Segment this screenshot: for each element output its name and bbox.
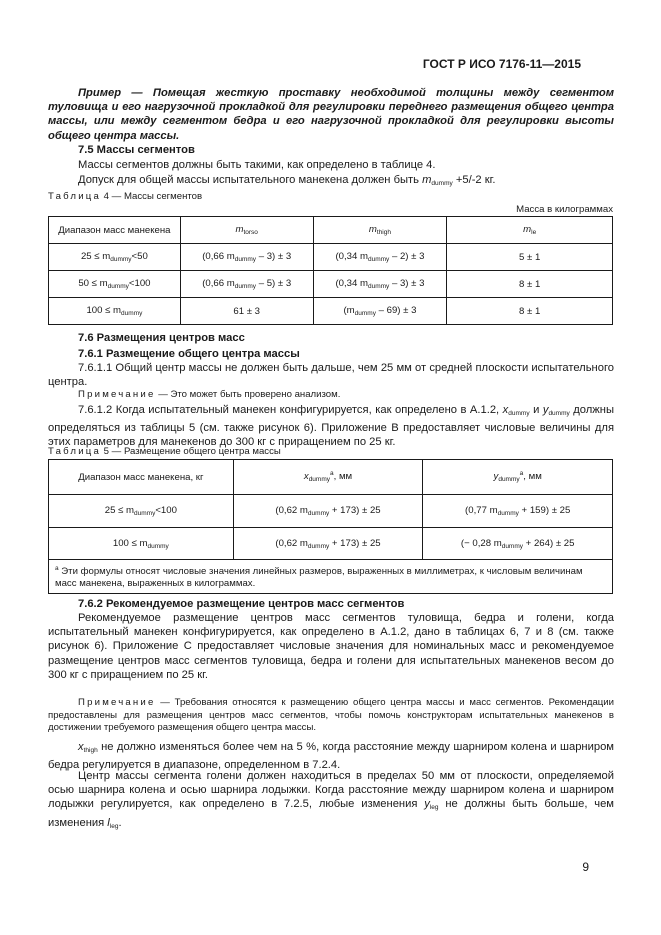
table-cell: 8 ± 1	[447, 271, 613, 298]
table-cell: $25 \le m_{dummy}<50$	[49, 244, 181, 271]
table-cell: 61 ± 3	[180, 298, 313, 325]
table-cell: $100 \le m_{dummy}$	[49, 298, 181, 325]
table-5-caption: Таблица 5 — Размещение общего центра массы	[48, 446, 281, 457]
table-cell: (0,62 $m_{dummy} + 173) \pm 25$	[233, 528, 423, 560]
page-number: 9	[582, 860, 589, 874]
table-cell: $25 \le m_{dummy}<100$	[49, 495, 234, 528]
example-paragraph	[48, 86, 614, 143]
table-4-header-row	[49, 217, 613, 244]
table-4-header-cell: $m_{thigh}$	[313, 217, 447, 244]
example-label: Пример —	[78, 87, 143, 99]
section-7-6-1-1-paragraph: 7.6.1.1 Общий центр массы не должен быть дальше, чем 25 мм от средней плоскости испытательного центра.	[48, 362, 614, 389]
table-4-units: Масса в килограммах	[516, 204, 613, 215]
section-7-6-2-paragraph-3: Центр массы сегмента голени должен находиться в пределах 50 мм от плоскости, определяемой осью шарнира колена и осью шарнира лодыжки. Когда расстояние между шарниром колена и шарниром лодыжки регулируется, как определено в 7.2.5, любые изменения $y_{leg}$ не должны быть больше, чем изменения $l_{leg}$.	[48, 770, 614, 830]
table-5-header-cell: $x_{dummy}^a$, мм	[233, 460, 423, 495]
table-cell: (0,66 $m_{dummy} - 3) \pm 3$	[180, 244, 313, 271]
table-cell: $50 \le m_{dummy}<100$	[49, 271, 181, 298]
table-4-header-cell: Диапазон масс манекена	[49, 217, 181, 244]
table-cell: (0,77 $m_{dummy} + 159) \pm 25$	[423, 495, 613, 528]
table-row	[49, 244, 613, 271]
section-7-5-paragraph-1: Массы сегментов должны быть такими, как определено в таблице 4.	[78, 159, 436, 171]
table-cell: (0,66 $m_{dummy} - 5) \pm 3$	[180, 271, 313, 298]
table-cell: $100 \le m_{dummy}$	[49, 528, 234, 560]
table-5-header-cell: Диапазон масс манекена, кг	[49, 460, 234, 495]
table-4-header-cell: $m_{torso}$	[180, 217, 313, 244]
section-7-6-2-paragraph-2: $x_{thigh}$ не должно изменяться более чем на 5 %, когда расстояние между шарниром колена и шарниром бедра регулируется в диапазоне, определенном в 7.2.4.	[48, 741, 614, 772]
table-cell: $(m_{dummy} - 69) \pm 3$	[313, 298, 447, 325]
note-2: Примечание — Требования относятся к размещению общего центра массы и масс сегментов. Рекомендации предоставлены для размещения центров масс сегментов, чтобы помочь конструкторам испытательных манекенов в достижении требуемого размещения общего центра массы.	[48, 697, 614, 734]
table-cell: 5 ± 1	[447, 244, 613, 271]
table-row	[49, 528, 613, 560]
table-5	[48, 459, 613, 594]
table-4-header-cell: $m_{le}$	[447, 217, 613, 244]
table-row	[49, 495, 613, 528]
example-text: Помещая жесткую проставку необходимой толщины между сегментом туловища и его нагрузочной прокладкой для регулировки переднего размещения общего центра массы, или между сегментом бедра и его нагрузочной прокладкой для регулировки высоты общего центра массы.	[48, 87, 615, 142]
table-5-header-row	[49, 460, 613, 495]
document-header: ГОСТ Р ИСО 7176-11—2015	[422, 57, 581, 71]
table-5-header-cell: $y_{dummy}^a$, мм	[423, 460, 613, 495]
table-4	[48, 216, 613, 325]
section-7-6-heading: 7.6 Размещения центров масс	[78, 332, 245, 344]
table-cell: (0,34 $m_{dummy} - 3) \pm 3$	[313, 271, 447, 298]
table-cell: (− 0,28 $m_{dummy} + 264) \pm 25$	[423, 528, 613, 560]
table-cell: (0,34 $m_{dummy} - 2) \pm 3$	[313, 244, 447, 271]
table-cell: 8 ± 1	[447, 298, 613, 325]
section-7-6-1-2-paragraph: 7.6.1.2 Когда испытательный манекен конфигурируется, как определено в А.1.2, $x_{dummy}$ и $y_{dummy}$ должны определяться из таблицы 5 (см. также рисунок 6). Приложение В предоставляет числовые величины для этих параметров для манекенов до 300 кг с приращением по 25 кг.	[48, 404, 614, 449]
table-row	[49, 298, 613, 325]
section-7-6-2-paragraph-1: Рекомендуемое размещение центров масс сегментов туловища, бедра и голени, когда испытательный манекен конфигурируется, как определено в А.1.2, дано в таблицах 6, 7 и 8 (см. также рисунок 6). Приложение С предоставляет числовые значения для номинальных масс и рекомендуемое размещение центров масс сегментов туловища, бедра и голени для испытательных манекенов весом до 300 кг с приращением по 25 кг.	[48, 612, 614, 681]
table-5-footnote-row	[49, 560, 613, 594]
section-7-6-1-heading: 7.6.1 Размещение общего центра массы	[78, 348, 300, 360]
section-7-6-2-heading: 7.6.2 Рекомендуемое размещение центров масс сегментов	[78, 598, 405, 610]
table-5-footnote: $^a$ Эти формулы относят числовые значения линейных размеров, выраженных в миллиметрах, к числовым величинам масс манекена, выраженных в килограммах.	[49, 560, 613, 594]
section-7-5-heading: 7.5 Массы сегментов	[78, 144, 195, 156]
table-row	[49, 271, 613, 298]
note-1: Примечание — Это может быть проверено анализом.	[78, 389, 341, 400]
table-4-caption: Таблица 4 — Массы сегментов	[48, 191, 203, 202]
table-cell: (0,62 $m_{dummy} + 173) \pm 25$	[233, 495, 423, 528]
section-7-5-paragraph-2: Допуск для общей массы испытательного манекена должен быть $m_{dummy} +5/-2$ кг.	[78, 174, 496, 187]
